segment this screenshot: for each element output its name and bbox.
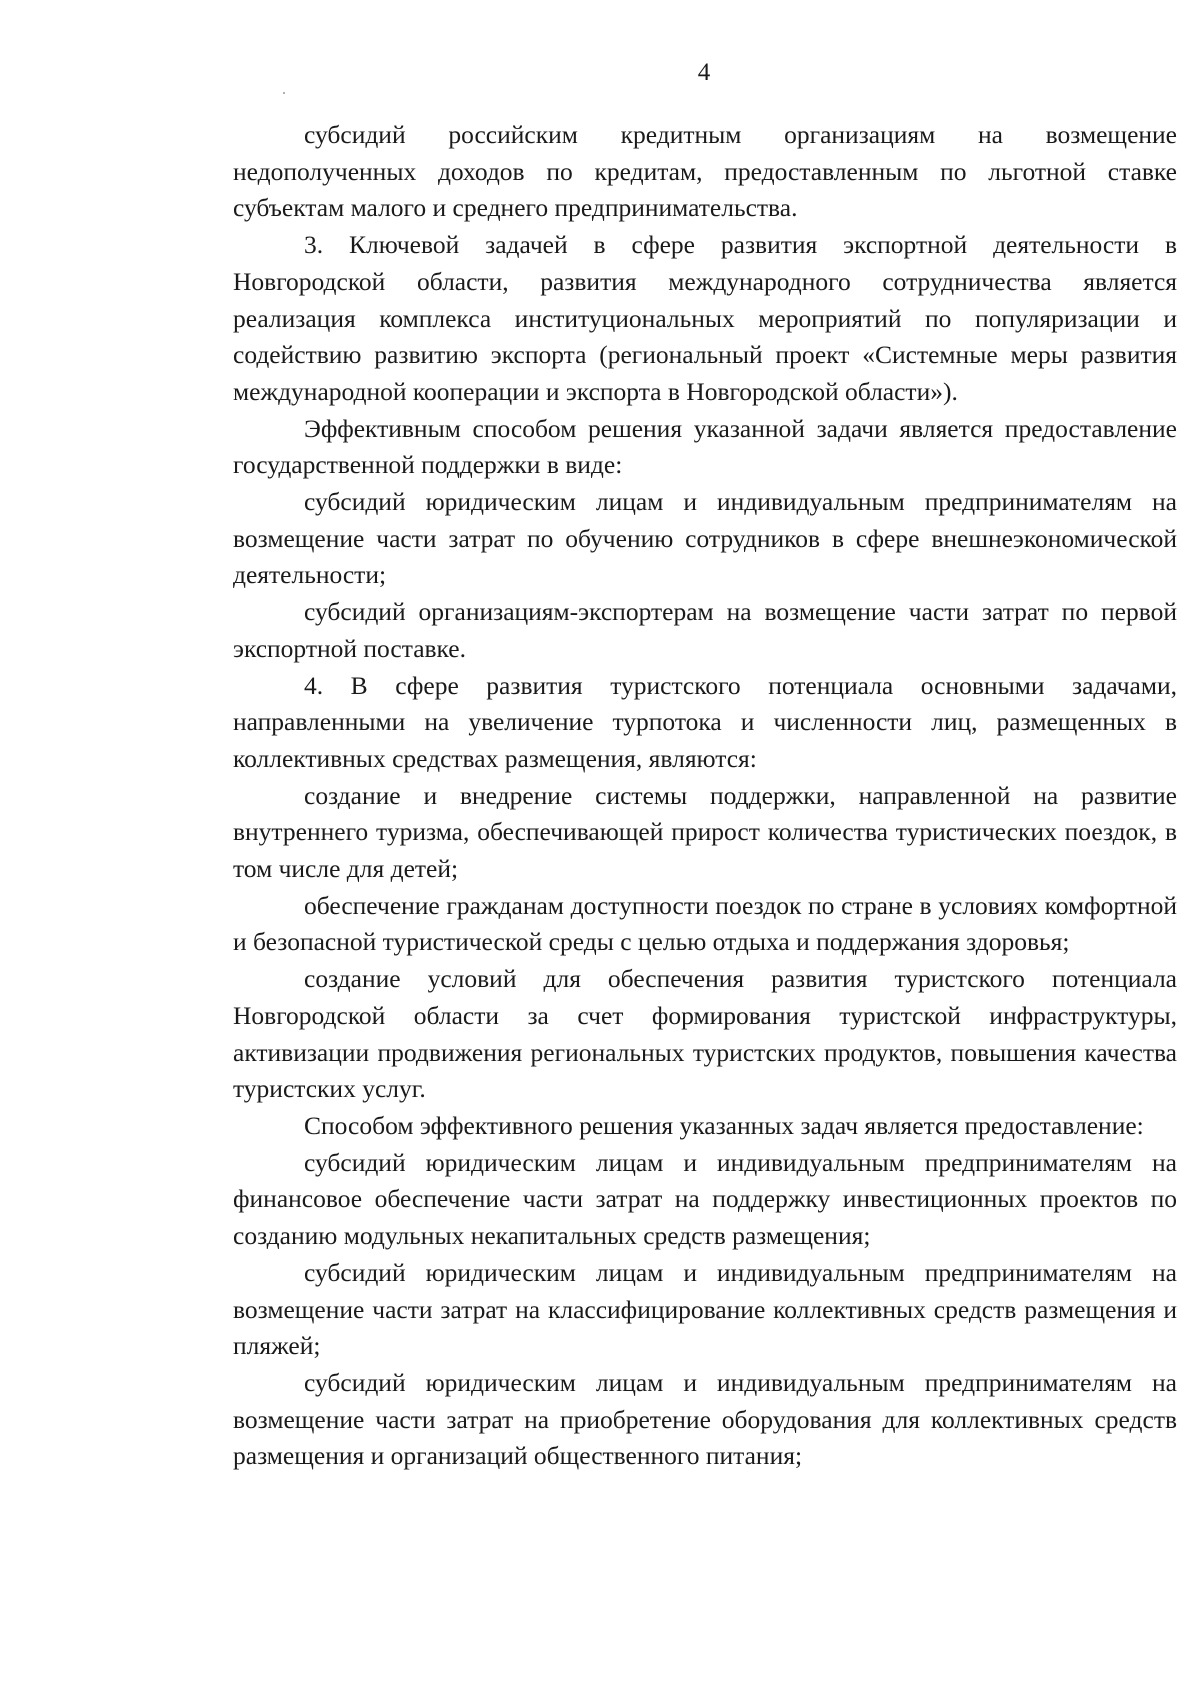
paragraph-tourism-tasks: 4. В сфере развития туристского потенциала основными задачами, направленными на увеличение турпотока и численности лиц, размещенных в коллективных средствах размещения, являются: <box>233 670 1177 773</box>
paragraph-tourism-support-system: создание и внедрение системы поддержки, направленной на развитие внутреннего туризма, обеспечивающей прирост количества туристических поездок, в том числе для детей; <box>233 780 1177 884</box>
document-body <box>233 117 1177 1475</box>
paragraph-tourism-method: Способом эффективного решения указанных задач является предоставление: <box>304 1110 1144 1140</box>
paragraph-classification-subsidies: субсидий юридическим лицам и индивидуальным предпринимателям на возмещение части затрат на классифицирование коллективных средств размещения и пляжей; <box>233 1257 1177 1361</box>
paragraph-export-task: 3. Ключевой задачей в сфере развития экспортной деятельности в Новгородской области, развития международного сотрудничества является реализация комплекса институциональных мероприятий по популяризации и содействию развитию экспорта (региональный проект «Системные меры развития международной кооперации и экспорта в Новгородской области»). <box>233 230 1177 406</box>
page-number: 4 <box>697 59 711 86</box>
paragraph-tourism-infrastructure: создание условий для обеспечения развития туристского потенциала Новгородской области за счет формирования туристской инфраструктуры, активизации продвижения региональных туристских продуктов, повышения качества туристских услуг. <box>233 964 1177 1104</box>
scan-speck <box>283 92 285 94</box>
paragraph-exporter-subsidies: субсидий организациям-экспортерам на возмещение части затрат по первой экспортной поставке. <box>233 597 1177 663</box>
paragraph-equipment-subsidies: субсидий юридическим лицам и индивидуальным предпринимателям на возмещение части затрат на приобретение оборудования для коллективных средств размещения и организаций общественного питания; <box>233 1367 1177 1471</box>
paragraph-modular-accommodation: субсидий юридическим лицам и индивидуальным предпринимателям на финансовое обеспечение части затрат на поддержку инвестиционных проектов по созданию модульных некапитальных средств размещения; <box>233 1147 1177 1251</box>
paragraph-credit-subsidies: субсидий российским кредитным организациям на возмещение недополученных доходов по кредитам, предоставленным по льготной ставке субъектам малого и среднего предпринимательства. <box>233 120 1177 223</box>
paragraph-travel-accessibility: обеспечение гражданам доступности поездок по стране в условиях комфортной и безопасной туристической среды с целью отдыха и поддержания здоровья; <box>233 890 1177 957</box>
paragraph-export-method: Эффективным способом решения указанной задачи является предоставление государственной поддержки в виде: <box>233 413 1177 480</box>
paragraph-training-subsidies: субсидий юридическим лицам и индивидуальным предпринимателям на возмещение части затрат по обучению сотрудников в сфере внешнеэкономической деятельности; <box>233 487 1177 590</box>
